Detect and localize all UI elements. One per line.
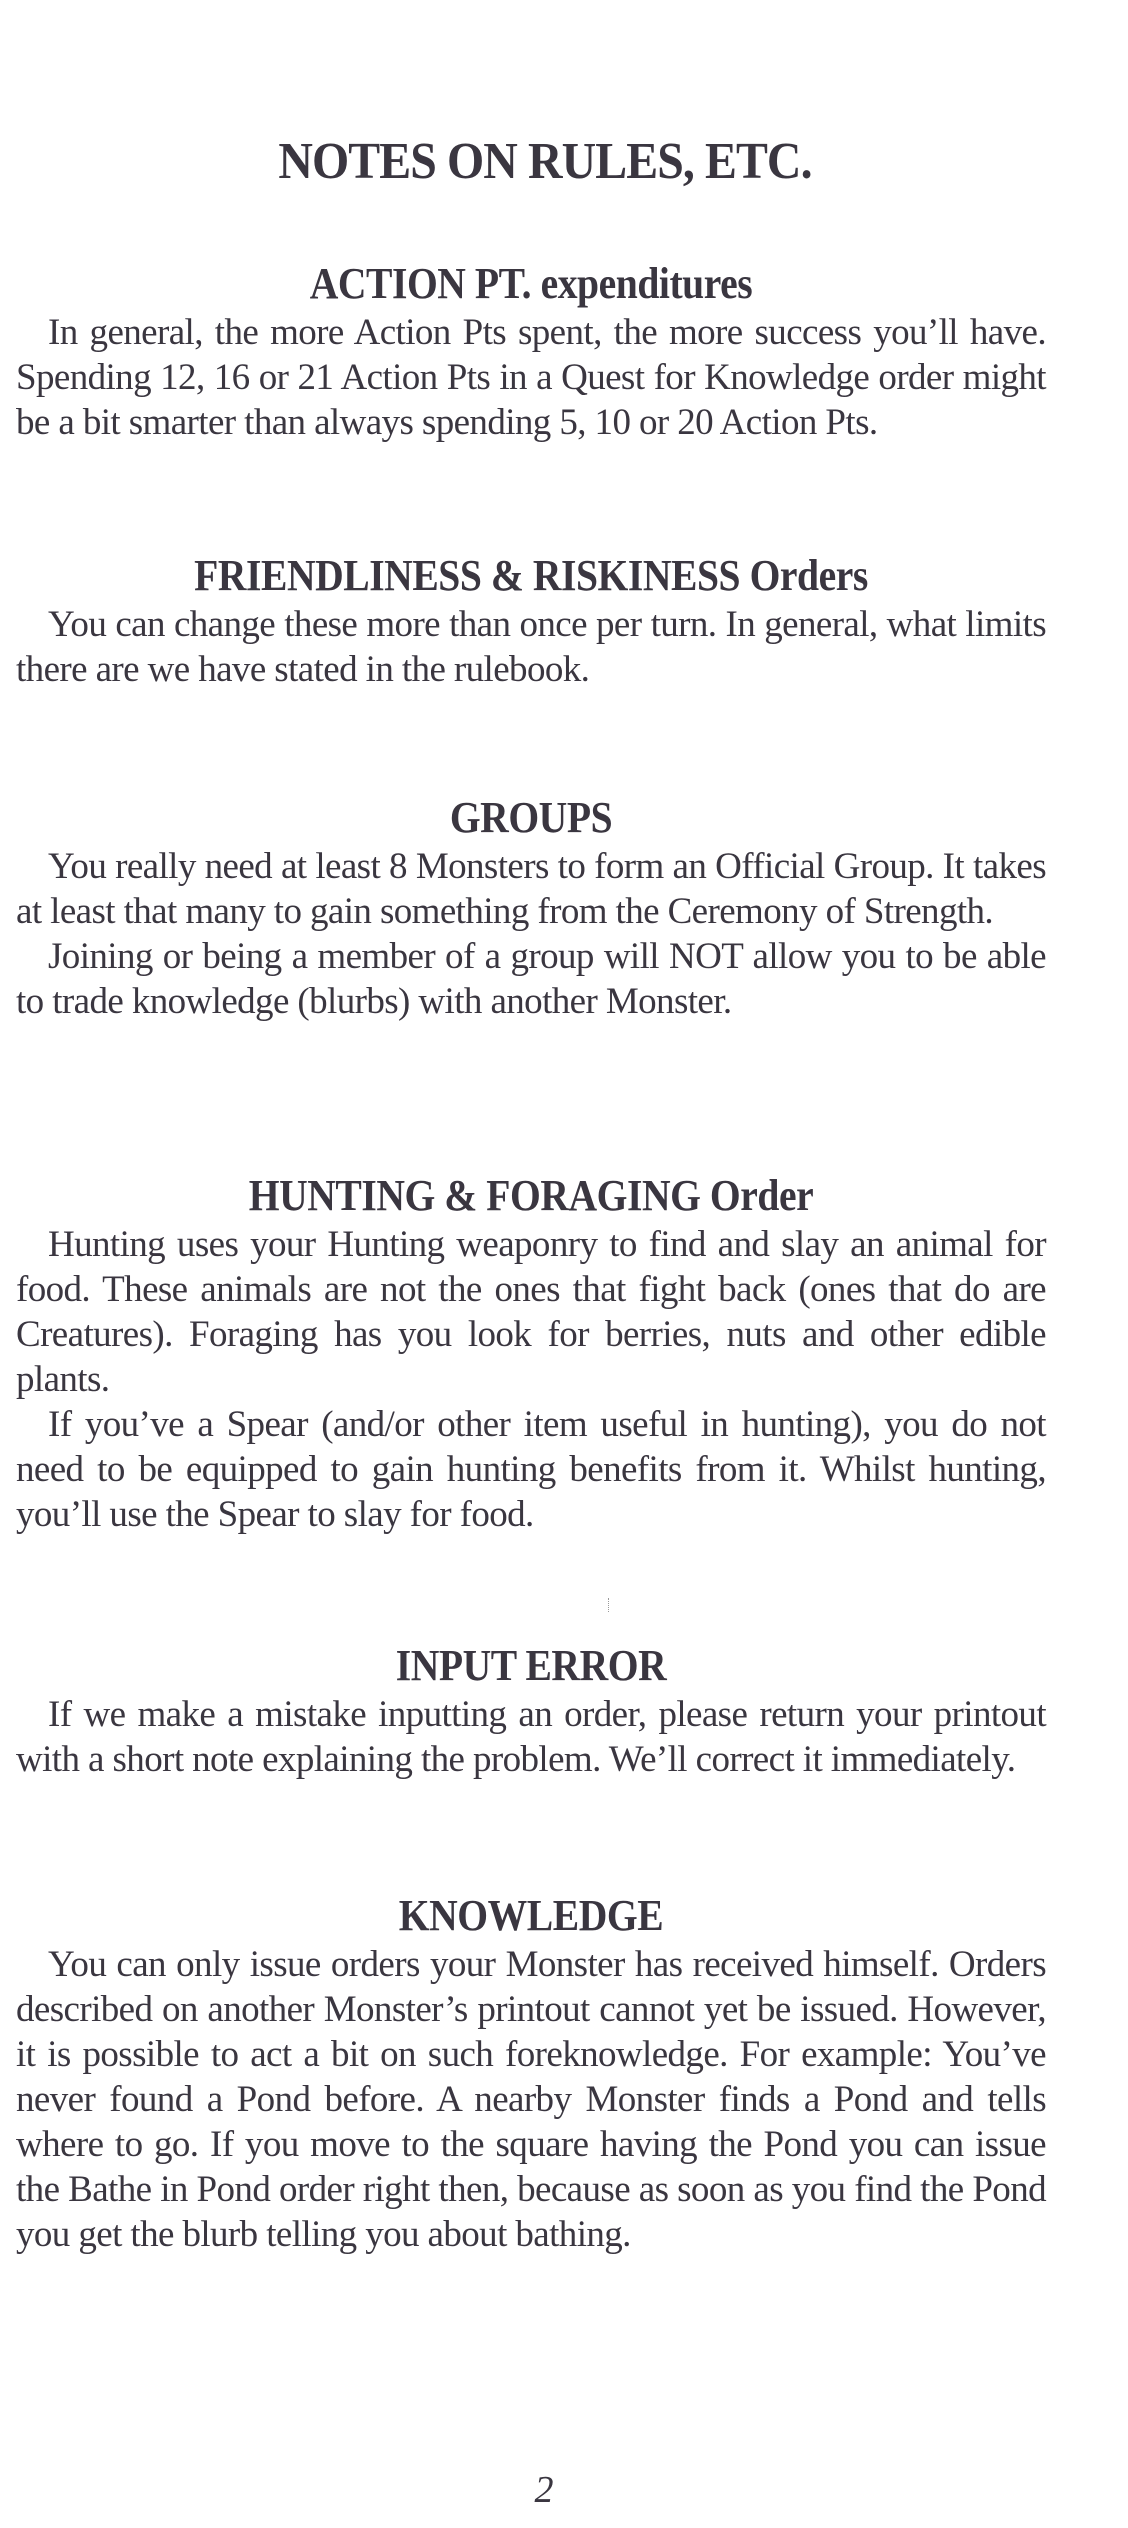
section-paragraph: In general, the more Action Pts spent, the more success you’ll have. Spending 12, 16 or 21 Action Pts in a Quest for Knowledge order might be a bit smarter than always spending 5, 10 or 20 Action Pts. (16, 312, 1046, 443)
section-input-error (16, 1640, 1046, 1782)
section-paragraph: If you’ve a Spear (and/or other item useful in hunting), you do not need to be equipped to gain hunting benefits from it. Whilst hunting, you’ll use the Spear to slay for food. (16, 1404, 1046, 1535)
section-paragraph: If we make a mistake inputting an order, please return your printout with a short note explaining the problem. We’ll correct it immediately. (16, 1694, 1046, 1780)
section-paragraph: Joining or being a member of a group will NOT allow you to be able to trade knowledge (blurbs) with another Monster. (16, 936, 1046, 1022)
page-title: NOTES ON RULES, ETC. (278, 133, 812, 190)
scan-artifact (608, 1598, 612, 1612)
section-paragraph: You really need at least 8 Monsters to form an Official Group. It takes at least that many to gain something from the Ceremony of Strength. (16, 846, 1046, 932)
section-paragraph: Hunting uses your Hunting weaponry to find and slay an animal for food. These animals are not the ones that fight back (ones that do are Creatures). Foraging has you look for berries, nuts and other edible plants. (16, 1224, 1046, 1400)
section-knowledge (16, 1890, 1046, 2257)
section-heading: ACTION PT. expenditures (309, 259, 753, 308)
section-heading: GROUPS (449, 793, 613, 842)
section-paragraph: You can only issue orders your Monster has received himself. Orders described on another Monster’s printout cannot yet be issued. However, it is possible to act a bit on such foreknowledge. For example: You’ve never found a Pond before. A nearby Monster finds a Pond and tells where to go. If you move to the square having the Pond you can issue the Bathe in Pond order right then, because as soon as you find the Pond you get the blurb telling you about bathing. (16, 1944, 1046, 2255)
page-number: 2 (534, 2469, 554, 2511)
section-groups (16, 792, 1046, 1024)
section-heading: KNOWLEDGE (398, 1891, 664, 1940)
section-heading: HUNTING & FORAGING Order (248, 1171, 814, 1220)
section-action-pt-expenditures (16, 258, 1046, 445)
section-heading: INPUT ERROR (395, 1641, 667, 1690)
section-friendliness-riskiness (16, 550, 1046, 692)
section-hunting-foraging (16, 1170, 1046, 1537)
section-heading: FRIENDLINESS & RISKINESS Orders (194, 551, 868, 600)
section-paragraph: You can change these more than once per turn. In general, what limits there are we have stated in the rulebook. (16, 604, 1046, 690)
